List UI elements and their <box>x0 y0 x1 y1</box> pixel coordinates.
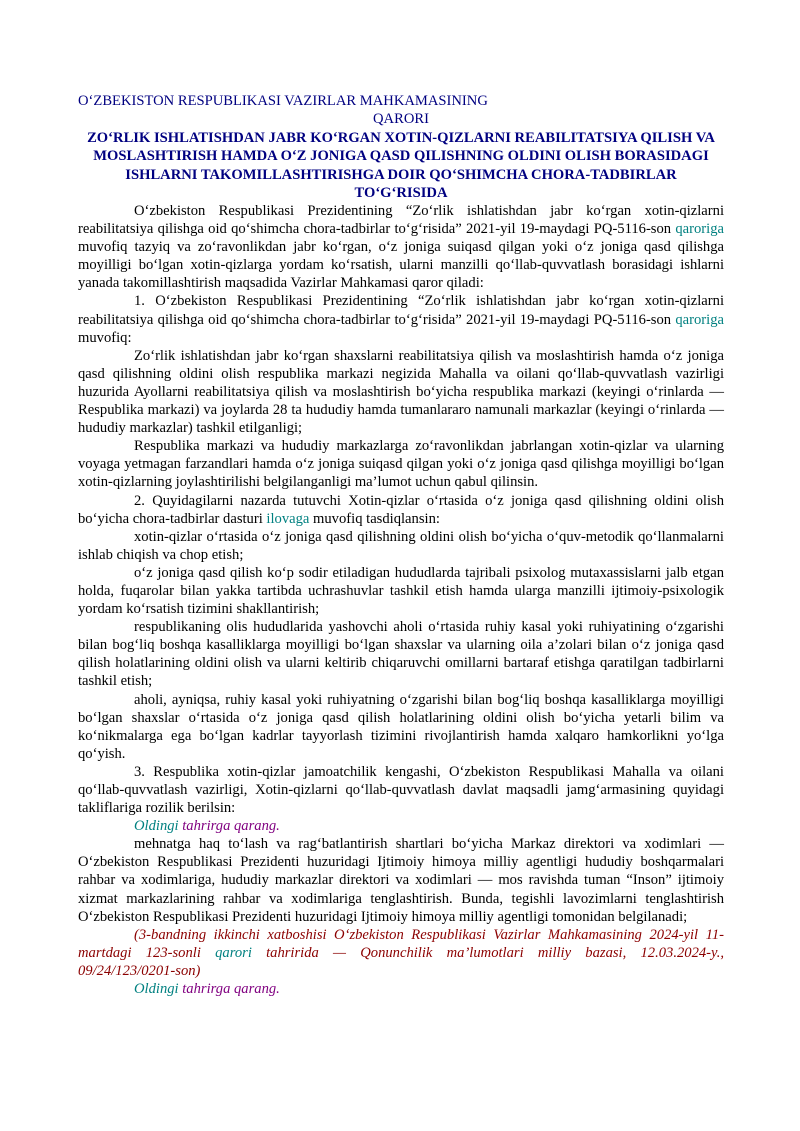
decree-link-2[interactable]: qaroriga <box>675 311 724 328</box>
amendment-note: (3-bandning ikkinchi xatboshisi O‘zbekiston Respublikasi Vazirlar Mahkamasining 2024-yil 11-martdagi 123-sonli qarori tahririda — Qonunchilik ma’lumotlari milliy bazasi, 12.03.2024-y., 09/24/123/0201-son) <box>78 926 724 979</box>
clause-2-item-2: o‘z joniga qasd qilish ko‘p sodir etiladigan hududlarda tajribali psixolog mutaxassislarni jalb etgan holda, fuqarolar bilan yakka tartibda uchrashuvlar tashkil etish hamda ularga manzilli ijtimoiy-psixologik yordam ko‘rsatish tizimini shakllantirish; <box>78 564 724 618</box>
decree-link[interactable]: qaroriga <box>675 221 724 238</box>
issuing-authority: O‘ZBEKISTON RESPUBLIKASI VAZIRLAR MAHKAMASINING <box>78 93 488 109</box>
clause-3: 3. Respublika xotin-qizlar jamoatchilik kengashi, O‘zbekiston Respublikasi Mahalla va oilani qo‘llab-quvvatlash vazirligi, Xotin-qizlarni qo‘llab-quvvatlash davlat maqsadli jamg‘armasining quyidagi takliflariga rozilik berilsin: <box>78 763 724 817</box>
clause-2-item-1: xotin-qizlar o‘rtasida o‘z joniga qasd qilishning oldini olish bo‘yicha o‘quv-metodik qo‘llanmalarni ishlab chiqish va chop etish; <box>78 528 724 563</box>
clause-2-item-4: aholi, ayniqsa, ruhiy kasal yoki ruhiyatning o‘zgarishi bilan bog‘liq boshqa kasalliklarga moyilligi bo‘lgan shaxslar o‘rtasida o‘z joniga qasd qilish holatlarining oldini olish bo‘yicha yetarli bilim va ko‘nikmalarga ega bo‘lgan kadrlar tayyorlash tizimini rivojlantirish hamda xalqaro hamkorlikni yo‘lga qo‘yish. <box>78 691 724 762</box>
document-type: QARORI <box>373 111 429 128</box>
amendment-decree-link[interactable]: qarori <box>215 944 252 961</box>
clause-1-item-2: Respublika markazi va hududiy markazlarga zo‘ravonlikdan jabrlangan xotin-qizlar va ularning voyaga yetmagan farzandlari hamda o‘z joniga suiqasd qilgan yoki o‘z joniga qasd qilishga moyilligi bo‘lgan xotin-qizlarning joylashtirilishi belgilanganligi ma’lumot uchun qabul qilinsin. <box>78 438 724 491</box>
preamble-paragraph: O‘zbekiston Respublikasi Prezidentining “Zo‘rlik ishlatishdan jabr ko‘rgan xotin-qizlarni reabilitatsiya qilishga oid qo‘shimcha chora-tadbirlar to‘g‘risida” 2021-yil 19-maydagi PQ-5116-son qaroriga muvofiq tazyiq va zo‘ravonlikdan jabr ko‘rgan, o‘z joniga suiqasd qilgan yoki o‘z joniga qasd qilishga moyilligi bo‘lgan xotin-qizlarga yordam ko‘rsatish, ularni manzilli qo‘llab-quvvatlash borasidagi ishlarni yanada takomillashtirish maqsadida Vazirlar Mahkamasi qaror qiladi: <box>78 203 724 292</box>
clause-2: 2. Quyidagilarni nazarda tutuvchi Xotin-qizlar o‘rtasida o‘z joniga qasd qilishning oldini olish bo‘yicha chora-tadbirlar dasturi ilovaga muvofiq tasdiqlansin: <box>78 492 724 527</box>
clause-3-item-1: mehnatga haq to‘lash va rag‘batlantirish shartlari bo‘yicha Markaz direktori va xodimlari — O‘zbekiston Respublikasi Prezidenti huzuridagi Ijtimoiy himoya milliy agentligi hududiy boshqarmalari rahbar va xodimlariga, hududiy markazlar direktori va xodimlari — mos ravishda tuman “Inson” ijtimoiy xizmat markazlarining rahbar va xodimlariga tenglashtirish. Bunda, tegishli lavozimlarni tenglashtirish O‘zbekiston Respublikasi Prezidenti huzuridagi Ijtimoiy himoya milliy agentligi tomonidan belgilanadi; <box>78 836 724 925</box>
document-title: ZO‘RLIK ISHLATISHDAN JABR KO‘RGAN XOTIN-QIZLARNI REABILITATSIYA QILISH VA MOSLASHTIRISH HAMDA O‘Z JONIGA QASD QILISHNING OLDINI OLISH BORASIDAGI ISHLARNI TAKOMILLASHTIRISHGA DOIR QO‘SHIMCHA CHORA-TADBIRLAR TO‘G‘RISIDA <box>87 130 715 201</box>
previous-edition-link-1[interactable]: Oldingi tahrirga qarang. <box>134 818 280 835</box>
clause-1: 1. O‘zbekiston Respublikasi Prezidentining “Zo‘rlik ishlatishdan jabr ko‘rgan xotin-qizlarni reabilitatsiya qilishga oid qo‘shimcha chora-tadbirlar to‘g‘risida” 2021-yil 19-maydagi PQ-5116-son qaroriga muvofiq: <box>78 293 724 346</box>
annex-link[interactable]: ilovaga <box>266 510 310 527</box>
previous-edition-link-2[interactable]: Oldingi tahrirga qarang. <box>134 981 280 998</box>
clause-2-item-3: respublikaning olis hududlarida yashovchi aholi o‘rtasida ruhiy kasal yoki ruhiyatining o‘zgarishi bilan bog‘liq boshqa kasalliklarga moyilligi bo‘lgan shaxslar va ularning oila a’zolari bilan o‘z joniga qasd qilish holatlarining oldini olish va ularni keltirib chiqaruvchi omillarni bartaraf etishga qaratilgan tadbirlarni tashkil etish; <box>78 619 724 690</box>
document-page <box>78 92 724 998</box>
clause-1-item-1: Zo‘rlik ishlatishdan jabr ko‘rgan shaxslarni reabilitatsiya qilish va moslashtirish hamda o‘z joniga qasd qilishning oldini olish respublika markazi negizida Mahalla va oilani qo‘llab-quvvatlash vazirligi huzurida Ayollarni reabilitatsiya qilish va moslashtirish bo‘yicha respublika markazi (keyingi o‘rinlarda — Respublika markazi) va joylarda 28 ta hududiy hamda tumanlararo namunali markazlar (keyingi o‘rinlarda — hududiy markazlar) tashkil etilganligi; <box>78 347 724 437</box>
